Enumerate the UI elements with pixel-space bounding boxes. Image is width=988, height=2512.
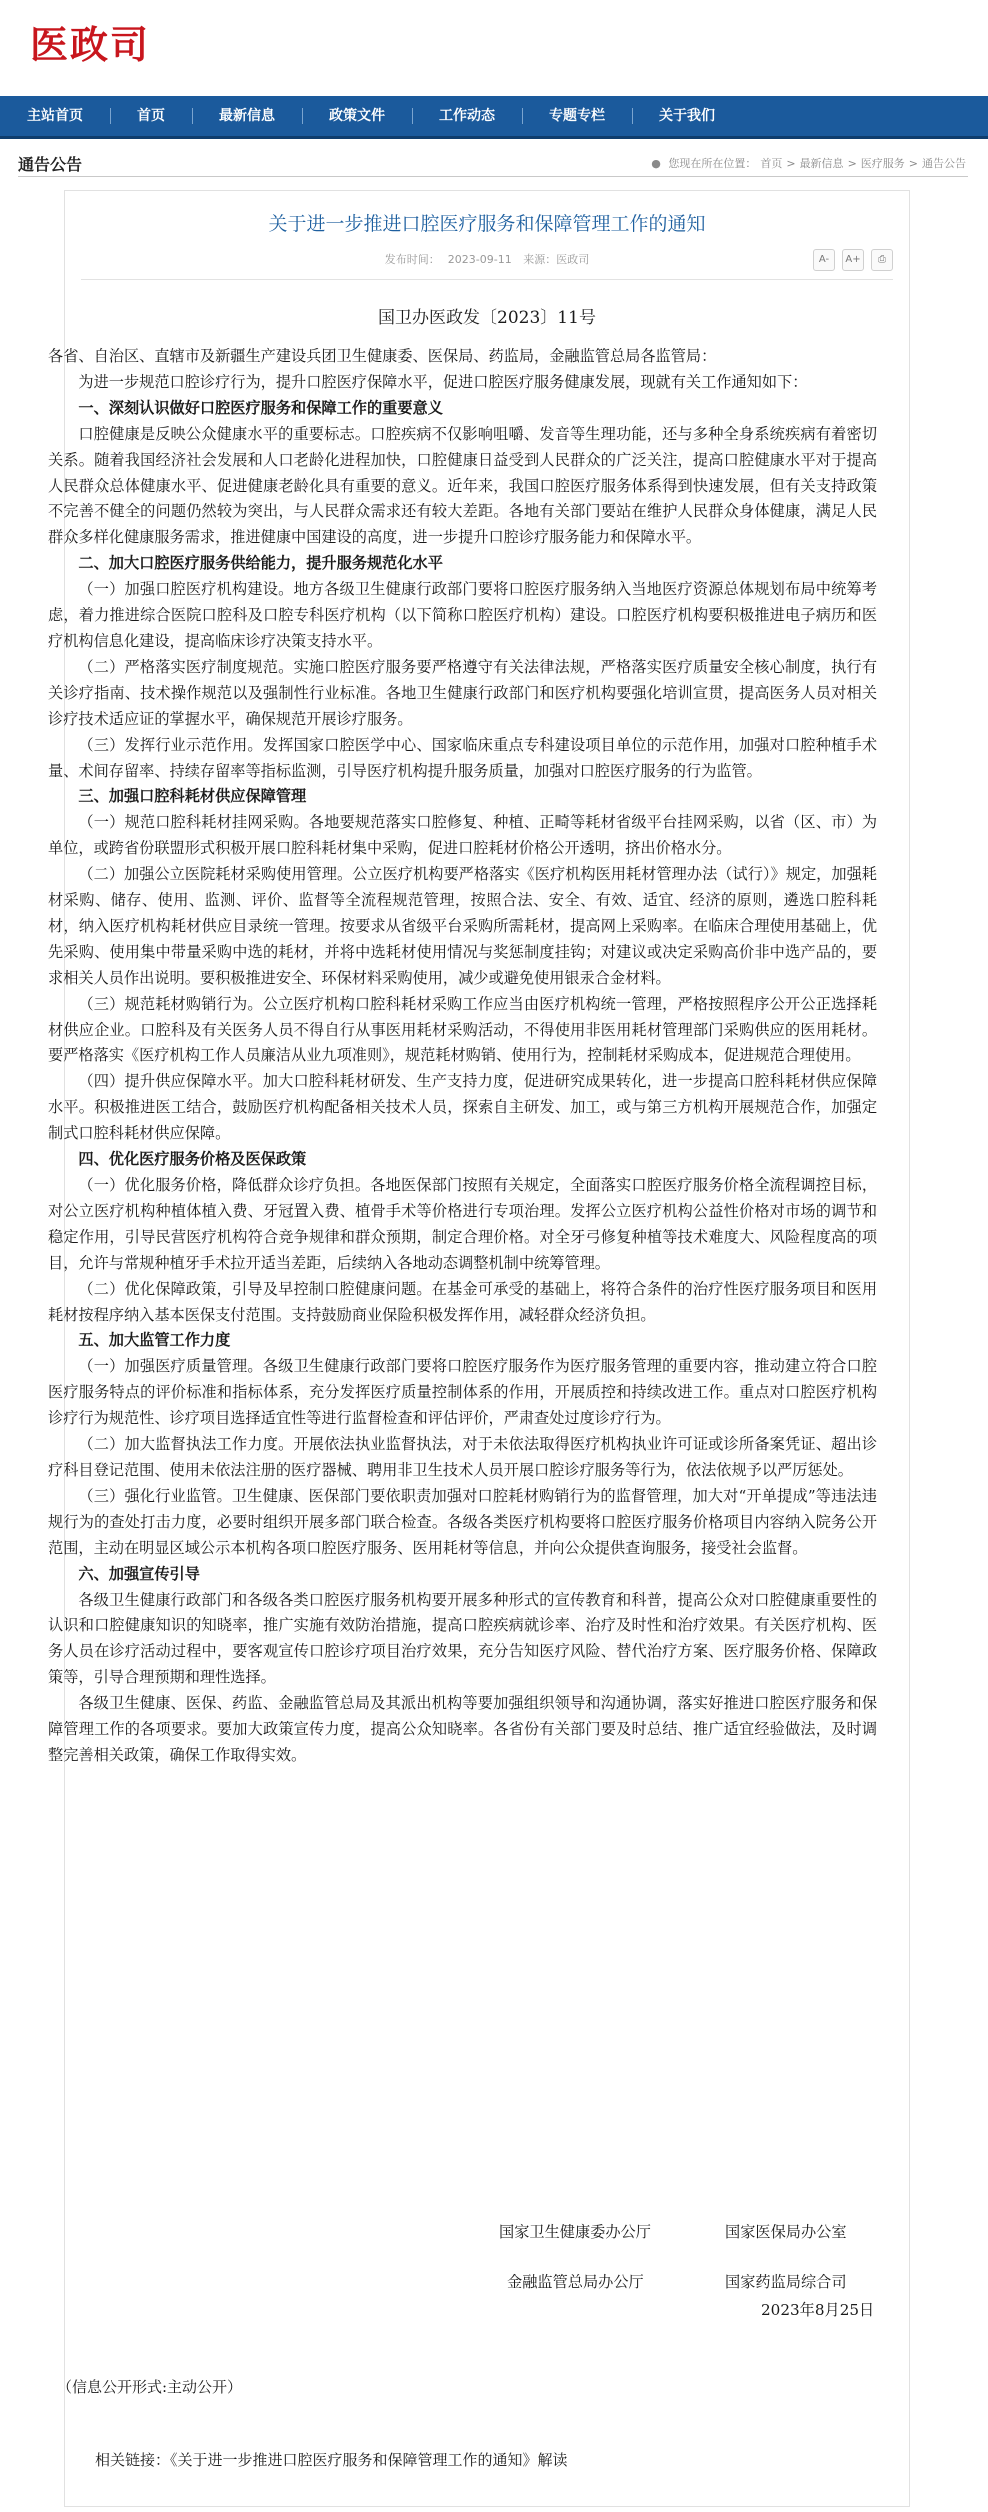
title-divider [81,279,893,280]
location-pin-icon: ● [651,157,661,170]
paragraph-2-2: （二）严格落实医疗制度规范。实施口腔医疗服务要严格遵守有关法律法规，严格落实医疗质量安全核心制度，执行有关诊疗指南、技术操作规范以及强制性行业标准。各地卫生健康行政部门和医疗机构要强化培训宣贯，提高医务人员对相关诊疗技术适应证的掌握水平，确保规范开展诊疗服务。 [48,657,877,728]
paragraph-5-2: （二）加大监督执法工作力度。开展依法执业监督执法，对于未依法取得医疗机构执业许可证或诊所备案凭证、超出诊疗科目登记范围、使用未依法注册的医疗器械、聘用非卫生技术人员开展口腔诊疗服务等行为，依法依规予以严厉惩处。 [48,1435,877,1479]
paragraph-2-3: （三）发挥行业示范作用。发挥国家口腔医学中心、国家临床重点专科建设项目单位的示范作用，加强对口腔种植手术量、术间存留率、持续存留率等指标监测，引导医疗机构提升服务质量，加强对口腔医疗服务的行为监管。 [48,735,877,780]
article-title: 关于进一步推进口腔医疗服务和保障管理工作的通知 [268,213,706,235]
related-label: 相关链接： [95,2451,171,2469]
paragraph-5-3: （三）强化行业监管。卫生健康、医保部门要依职责加强对口腔耗材购销行为的监督管理，加大对“开单提成”等违法违规行为的查处打击力度，必要时组织开展多部门联合检查。各级各类医疗机构要将口腔医疗服务价格项目内容纳入院务公开范围，主动在明显区域公示本机构各项口腔医疗服务、医用耗材等信息，并向公众提供查询服务，接受社会监督。 [48,1486,877,1557]
breadcrumb-medical-service[interactable]: 医疗服务 [860,157,905,170]
signatory-nhc: 国家卫生健康委办公厅 [499,2223,651,2241]
font-increase-button[interactable]: A+ [842,249,864,271]
nav-item-special[interactable]: 专题专栏 [522,96,632,136]
breadcrumb-home[interactable]: 首页 [760,157,783,170]
paragraph-4-2: （二）优化保障政策，引导及早控制口腔健康问题。在基金可承受的基础上，将符合条件的治疗性医疗服务项目和医用耗材按程序纳入基本医保支付范围。支持鼓励商业保险积极发挥作用，减轻群众经济负担。 [48,1279,877,1324]
date-label: 发布时间： [384,253,440,266]
source-label: 来源：医政司 [523,253,590,266]
nav-item-policy[interactable]: 政策文件 [302,96,412,136]
nav-item-work-news[interactable]: 工作动态 [412,96,522,136]
addressee: 各省、自治区、直辖市及新疆生产建设兵团卫生健康委、医保局、药监局，金融监管总局各监管局： [48,347,717,365]
heading-5: 五、加大监管工作力度 [78,1331,231,1350]
signatory-nhsa: 国家医保局办公室 [725,2223,847,2241]
main-nav [0,96,988,139]
paragraph-2-1: （一）加强口腔医疗机构建设。地方各级卫生健康行政部门要将口腔医疗服务纳入当地医疗资源总体规划布局中统筹考虑，着力推进综合医院口腔科及口腔专科医疗机构（以下简称口腔医疗机构）建设。口腔医疗机构要积极推进电子病历和医疗机构信息化建设，提高临床诊疗决策支持水平。 [48,580,877,650]
publish-date: 2023-09-11 [447,253,512,266]
paragraph-4-1: （一）优化服务价格，降低群众诊疗负担。各地医保部门按照有关规定，全面落实口腔医疗服务价格全流程调控目标，对公立医疗机构种植体植入费、牙冠置入费、植骨手术等价格进行专项治理。发挥公立医疗机构公益性价格对市场的调节和稳定作用，引导民营医疗机构符合竞争规律和群众预期，制定合理价格。对全牙弓修复种植等技术难度大、风险程度高的项目，允许与常规种植牙手术拉开适当差距，后续纳入各地动态调整机制中统筹管理。 [48,1176,877,1272]
paragraph-3-2: （二）加强公立医院耗材采购使用管理。公立医疗机构要严格落实《医疗机构医用耗材管理办法（试行）》规定，加强耗材采购、储存、使用、监测、评价、监督等全流程规范管理，按照合法、安全、有效、适宜、经济的原则，遴选口腔科耗材，纳入医疗机构耗材供应目录统一管理。按要求从省级平台采购所需耗材，提高网上采购率。在临床合理使用基础上，优先采购、使用集中带量采购中选的耗材，并将中选耗材使用情况与奖惩制度挂钩；对建议或决定采购高价非中选产品的，要求相关人员作出说明。要积极推进安全、环保材料采购使用，减少或避免使用银汞合金材料。 [48,865,877,987]
breadcrumb-prefix: 您现在所在位置： [668,157,757,170]
heading-3: 三、加强口腔科耗材供应保障管理 [78,787,307,806]
signatory-nfra: 金融监管总局办公厅 [507,2273,644,2291]
intro-paragraph: 为进一步规范口腔诊疗行为，提升口腔医疗保障水平，促进口腔医疗服务健康发展，现就有关工作通知如下： [78,372,808,391]
disclosure-note: （信息公开形式:主动公开） [57,2378,243,2396]
nav-item-latest[interactable]: 最新信息 [192,96,302,136]
related-link[interactable]: 《关于进一步推进口腔医疗服务和保障管理工作的通知》解读 [170,2451,568,2469]
signatory-nmpa: 国家药监局综合司 [725,2273,847,2291]
sign-date: 2023年8月25日 [761,2301,875,2319]
site-logo[interactable]: 医政司 [30,23,151,67]
document-number: 国卫办医政发〔2023〕11号 [378,308,596,328]
paragraph-5-1: （一）加强医疗质量管理。各级卫生健康行政部门要将口腔医疗服务作为医疗服务管理的重要内容，推动建立符合口腔医疗服务特点的评价标准和指标体系，充分发挥医疗质量控制体系的作用，开展质控和持续改进工作。重点对口腔医疗机构诊疗行为规范性、诊疗项目选择适宜性等进行监督检查和评估评价，严肃查处过度诊疗行为。 [48,1357,877,1428]
breadcrumb-latest[interactable]: 最新信息 [799,157,844,170]
printer-icon: ⎙ [878,254,886,265]
breadcrumb: ● 您现在所在位置： 首页 > 最新信息 > 医疗服务 > 通告公告 [651,157,966,170]
paragraph-6-1: 各级卫生健康行政部门和各级各类口腔医疗服务机构要开展多种形式的宣传教育和科普，提高公众对口腔健康重要性的认识和口腔健康知识的知晓率，推广实施有效防治措施，提高口腔疾病就诊率、治疗及时性和治疗效果。有关医疗机构、医务人员在诊疗活动过程中，要客观宣传口腔诊疗项目治疗效果，充分告知医疗风险、替代治疗方案、医疗服务价格、保障政策等，引导合理预期和理性选择。 [48,1590,877,1687]
article-panel [48,190,910,2507]
article-meta [65,251,909,267]
nav-item-home[interactable]: 首页 [110,96,192,136]
paragraph-6-2: 各级卫生健康、医保、药监、金融监管总局及其派出机构等要加强组织领导和沟通协调，落实好推进口腔医疗服务和保障管理工作的各项要求。要加大政策宣传力度，提高公众知晓率。各省份有关部门要及时总结、推广适宜经验做法，及时调整完善相关政策，确保工作取得实效。 [48,1694,877,1764]
site-header [0,0,988,96]
paragraph-3-1: （一）规范口腔科耗材挂网采购。各地要规范落实口腔修复、种植、正畸等耗材省级平台挂网采购，以省（区、市）为单位，或跨省份联盟形式积极开展口腔科耗材集中采购，促进口腔耗材价格公开透明，挤出价格水分。 [48,813,877,858]
breadcrumb-current: 通告公告 [922,157,966,170]
heading-6: 六、加强宣传引导 [78,1564,200,1583]
section-title: 通告公告 [18,155,83,174]
article-tools [813,249,893,271]
print-button[interactable] [871,249,893,271]
paragraph-3-4: （四）提升供应保障水平。加大口腔科耗材研发、生产支持力度，促进研究成果转化，进一步提高口腔科耗材供应保障水平。积极推进医工结合，鼓励医疗机构配备相关技术人员，探索自主研发、加工，或与第三方机构开展规范合作，加强定制式口腔科耗材供应保障。 [48,1072,877,1143]
paragraph-1: 口腔健康是反映公众健康水平的重要标志。口腔疾病不仅影响咀嚼、发音等生理功能，还与多种全身系统疾病有着密切关系。随着我国经济社会发展和人口老龄化进程加快，口腔健康日益受到人民群众的广泛关注，提高口腔健康水平对于提高人民群众总体健康水平、促进健康老龄化具有重要的意义。近年来，我国口腔医疗服务体系得到快速发展，但有关支持政策不完善不健全的问题仍然较为突出，与人民群众需求还有较大差距。各地有关部门要站在维护人民群众身体健康，满足人民群众多样化健康服务需求，推进健康中国建设的高度，进一步提升口腔诊疗服务能力和保障水平。 [48,424,877,547]
heading-4: 四、优化医疗服务价格及医保政策 [78,1150,307,1169]
nav-item-about[interactable]: 关于我们 [632,96,742,136]
font-decrease-button[interactable]: A- [813,249,835,271]
paragraph-3-3: （三）规范耗材购销行为。公立医疗机构口腔科耗材采购工作应当由医疗机构统一管理，严格按照程序公开公正选择耗材供应企业。口腔科及有关医务人员不得自行从事医用耗材采购活动，不得使用非医用耗材管理部门采购供应的医用耗材。要严格落实《医疗机构工作人员廉洁从业九项准则》，规范耗材购销、使用行为，控制耗材采购成本，促进规范合理使用。 [48,994,877,1065]
breadcrumb-bar [18,148,968,177]
heading-1: 一、深刻认识做好口腔医疗服务和保障工作的重要意义 [78,398,443,417]
heading-2: 二、加大口腔医疗服务供给能力，提升服务规范化水平 [78,554,443,573]
related-links [95,2449,568,2470]
nav-item-main-home[interactable]: 主站首页 [27,108,83,124]
article-body [48,344,877,1769]
